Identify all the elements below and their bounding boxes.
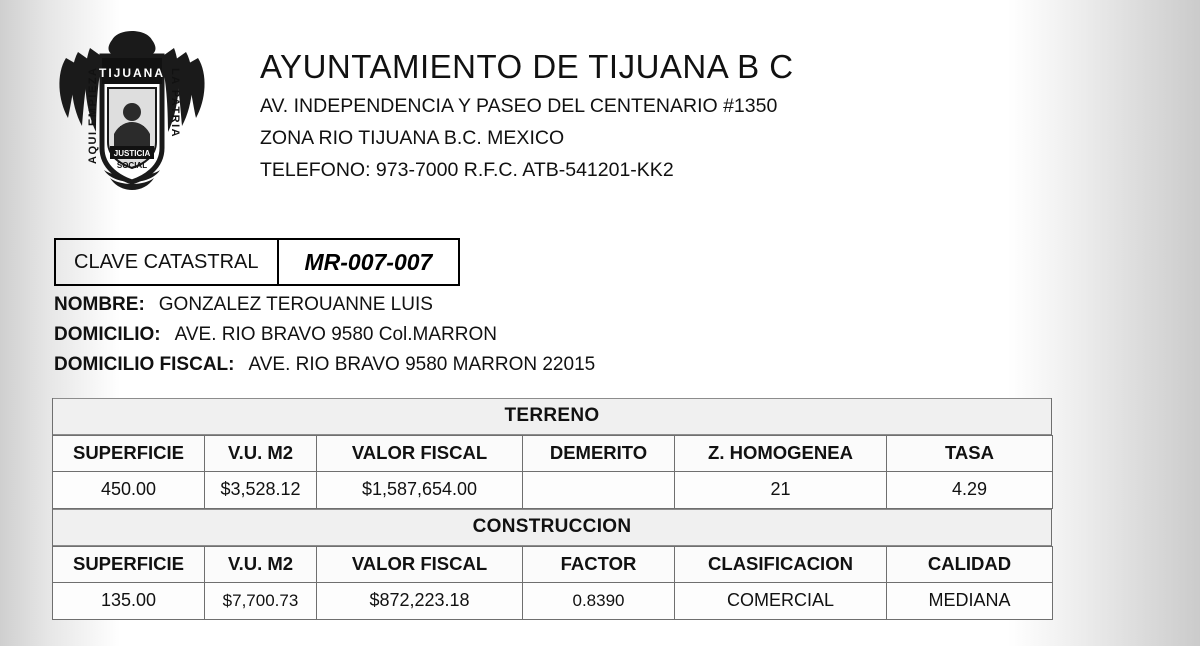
construccion-cell-valor-fiscal: $872,223.18 [317, 583, 523, 620]
domicilio-row [54, 324, 1034, 346]
clave-catastral-value: MR-007-007 [304, 248, 433, 275]
svg-text:SOCIAL: SOCIAL [116, 161, 148, 170]
crest-top-text: TIJUANA [98, 66, 166, 80]
page-title: AYUNTAMIENTO DE TIJUANA B C [260, 48, 794, 85]
terreno-header-tasa: TASA [887, 436, 1053, 472]
terreno-cell-zona-homogenea: 21 [675, 472, 887, 509]
construccion-cell-factor: 0.8390 [523, 583, 675, 620]
terreno-cell-valor-fiscal: $1,587,654.00 [317, 472, 523, 509]
domicilio-fiscal-row [54, 354, 1034, 376]
address-line-1: AV. INDEPENDENCIA Y PASEO DEL CENTENARIO #1350 [260, 95, 778, 117]
construccion-table [52, 546, 1053, 620]
document-header [52, 22, 794, 197]
crest-right-text: LA PATRIA [169, 68, 181, 139]
nombre-label: NOMBRE: [54, 294, 145, 315]
crest-left-text: AQUI EMPIEZA [87, 66, 99, 164]
header-text-block [260, 22, 794, 182]
crest-center-text: JUSTICIA [113, 149, 151, 158]
construccion-header-calidad: CALIDAD [887, 547, 1053, 583]
domicilio-fiscal-value: AVE. RIO BRAVO 9580 MARRON 22015 [248, 354, 596, 375]
document-body [52, 0, 1052, 646]
domicilio-value: AVE. RIO BRAVO 9580 Col.MARRON [174, 324, 497, 345]
tijuana-coat-of-arms-icon [52, 22, 212, 197]
terreno-band-wrap [52, 398, 1052, 435]
terreno-cell-vu: $3,528.12 [205, 472, 317, 509]
construccion-band-wrap [52, 509, 1052, 546]
construccion-header-clasificacion: CLASIFICACION [675, 547, 887, 583]
table-row [53, 583, 1053, 620]
terreno-cell-tasa: 4.29 [887, 472, 1053, 509]
terreno-section-title: TERRENO [53, 398, 1051, 435]
valuation-tables [52, 398, 1052, 620]
table-row [53, 472, 1053, 509]
terreno-cell-demerito [523, 472, 675, 509]
domicilio-label: DOMICILIO: [54, 324, 161, 345]
terreno-header-demerito: DEMERITO [523, 436, 675, 472]
address-line-3: TELEFONO: 973-7000 R.F.C. ATB-541201-KK2 [260, 159, 674, 181]
construccion-cell-calidad: MEDIANA [887, 583, 1053, 620]
construccion-cell-vu: $7,700.73 [205, 583, 317, 620]
construccion-section-title: CONSTRUCCION [53, 509, 1051, 546]
terreno-cell-superficie: 450.00 [53, 472, 205, 509]
terreno-header-vu: V.U. M2 [205, 436, 317, 472]
owner-info [54, 294, 1034, 384]
construccion-header-row [53, 547, 1053, 583]
clave-catastral-box [54, 238, 460, 286]
nombre-value: GONZALEZ TEROUANNE LUIS [158, 294, 433, 315]
clave-catastral-label: CLAVE CATASTRAL [56, 240, 279, 284]
domicilio-fiscal-label: DOMICILIO FISCAL: [54, 354, 235, 375]
terreno-table [52, 435, 1053, 509]
terreno-header-superficie: SUPERFICIE [53, 436, 205, 472]
construccion-header-vu: V.U. M2 [205, 547, 317, 583]
address-line-2: ZONA RIO TIJUANA B.C. MEXICO [260, 127, 565, 149]
construccion-cell-superficie: 135.00 [53, 583, 205, 620]
construccion-header-superficie: SUPERFICIE [53, 547, 205, 583]
terreno-header-valor-fiscal: VALOR FISCAL [317, 436, 523, 472]
nombre-row [54, 294, 1034, 316]
terreno-header-zona-homogenea: Z. HOMOGENEA [675, 436, 887, 472]
construccion-cell-clasificacion: COMERCIAL [675, 583, 887, 620]
construccion-header-valor-fiscal: VALOR FISCAL [317, 547, 523, 583]
construccion-header-factor: FACTOR [523, 547, 675, 583]
terreno-header-row [53, 436, 1053, 472]
